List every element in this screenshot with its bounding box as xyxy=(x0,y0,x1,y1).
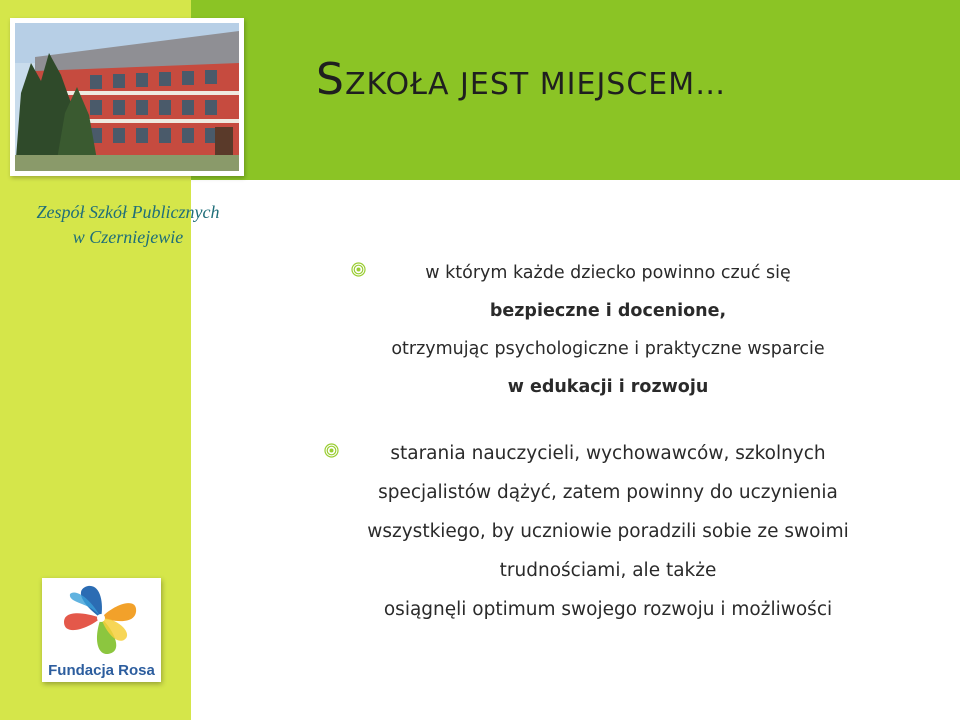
slide-title-initial: S xyxy=(316,54,345,105)
bullet-2-text xyxy=(340,434,876,629)
bullet-2-line-2: specjalistów dążyć, zatem powinny do uczynienia xyxy=(378,482,838,503)
bullet-1-text xyxy=(340,254,876,406)
bullet-1-line-1: w którym każde dziecko powinno czuć się xyxy=(425,263,791,283)
bullet-1-line-2: bezpieczne i docenione, xyxy=(489,301,727,321)
bullet-2-line-3: wszystkiego, by uczniowie poradzili sobie ze swoimi xyxy=(367,521,849,542)
bullet-1-line-3: otrzymując psychologiczne i praktyczne wsparcie xyxy=(391,339,825,359)
slide-title xyxy=(316,54,726,107)
school-name xyxy=(8,200,248,250)
bullet-2-line-1: starania nauczycieli, wychowawców, szkolnych xyxy=(390,443,826,464)
bullet-1-line-4: w edukacji i rozwoju xyxy=(507,377,709,397)
school-building-image xyxy=(15,23,239,171)
school-name-line2: w Czerniejewie xyxy=(72,227,184,247)
concentric-circle-bullet-icon xyxy=(324,443,339,458)
flower-logo-icon xyxy=(42,578,161,660)
school-building-photo xyxy=(10,18,244,176)
slide-title-rest: ZKOŁA JEST MIEJSCEM… xyxy=(344,67,727,102)
bullet-2-line-5: osiągnęli optimum swojego rozwoju i możliwości xyxy=(383,599,833,620)
bullet-2-line-4: trudnościami, ale także xyxy=(499,560,717,581)
school-name-line1: Zespół Szkół Publicznych xyxy=(36,202,220,222)
logo-text: Fundacja Rosa xyxy=(48,662,155,679)
fundacja-rosa-logo xyxy=(42,578,161,682)
